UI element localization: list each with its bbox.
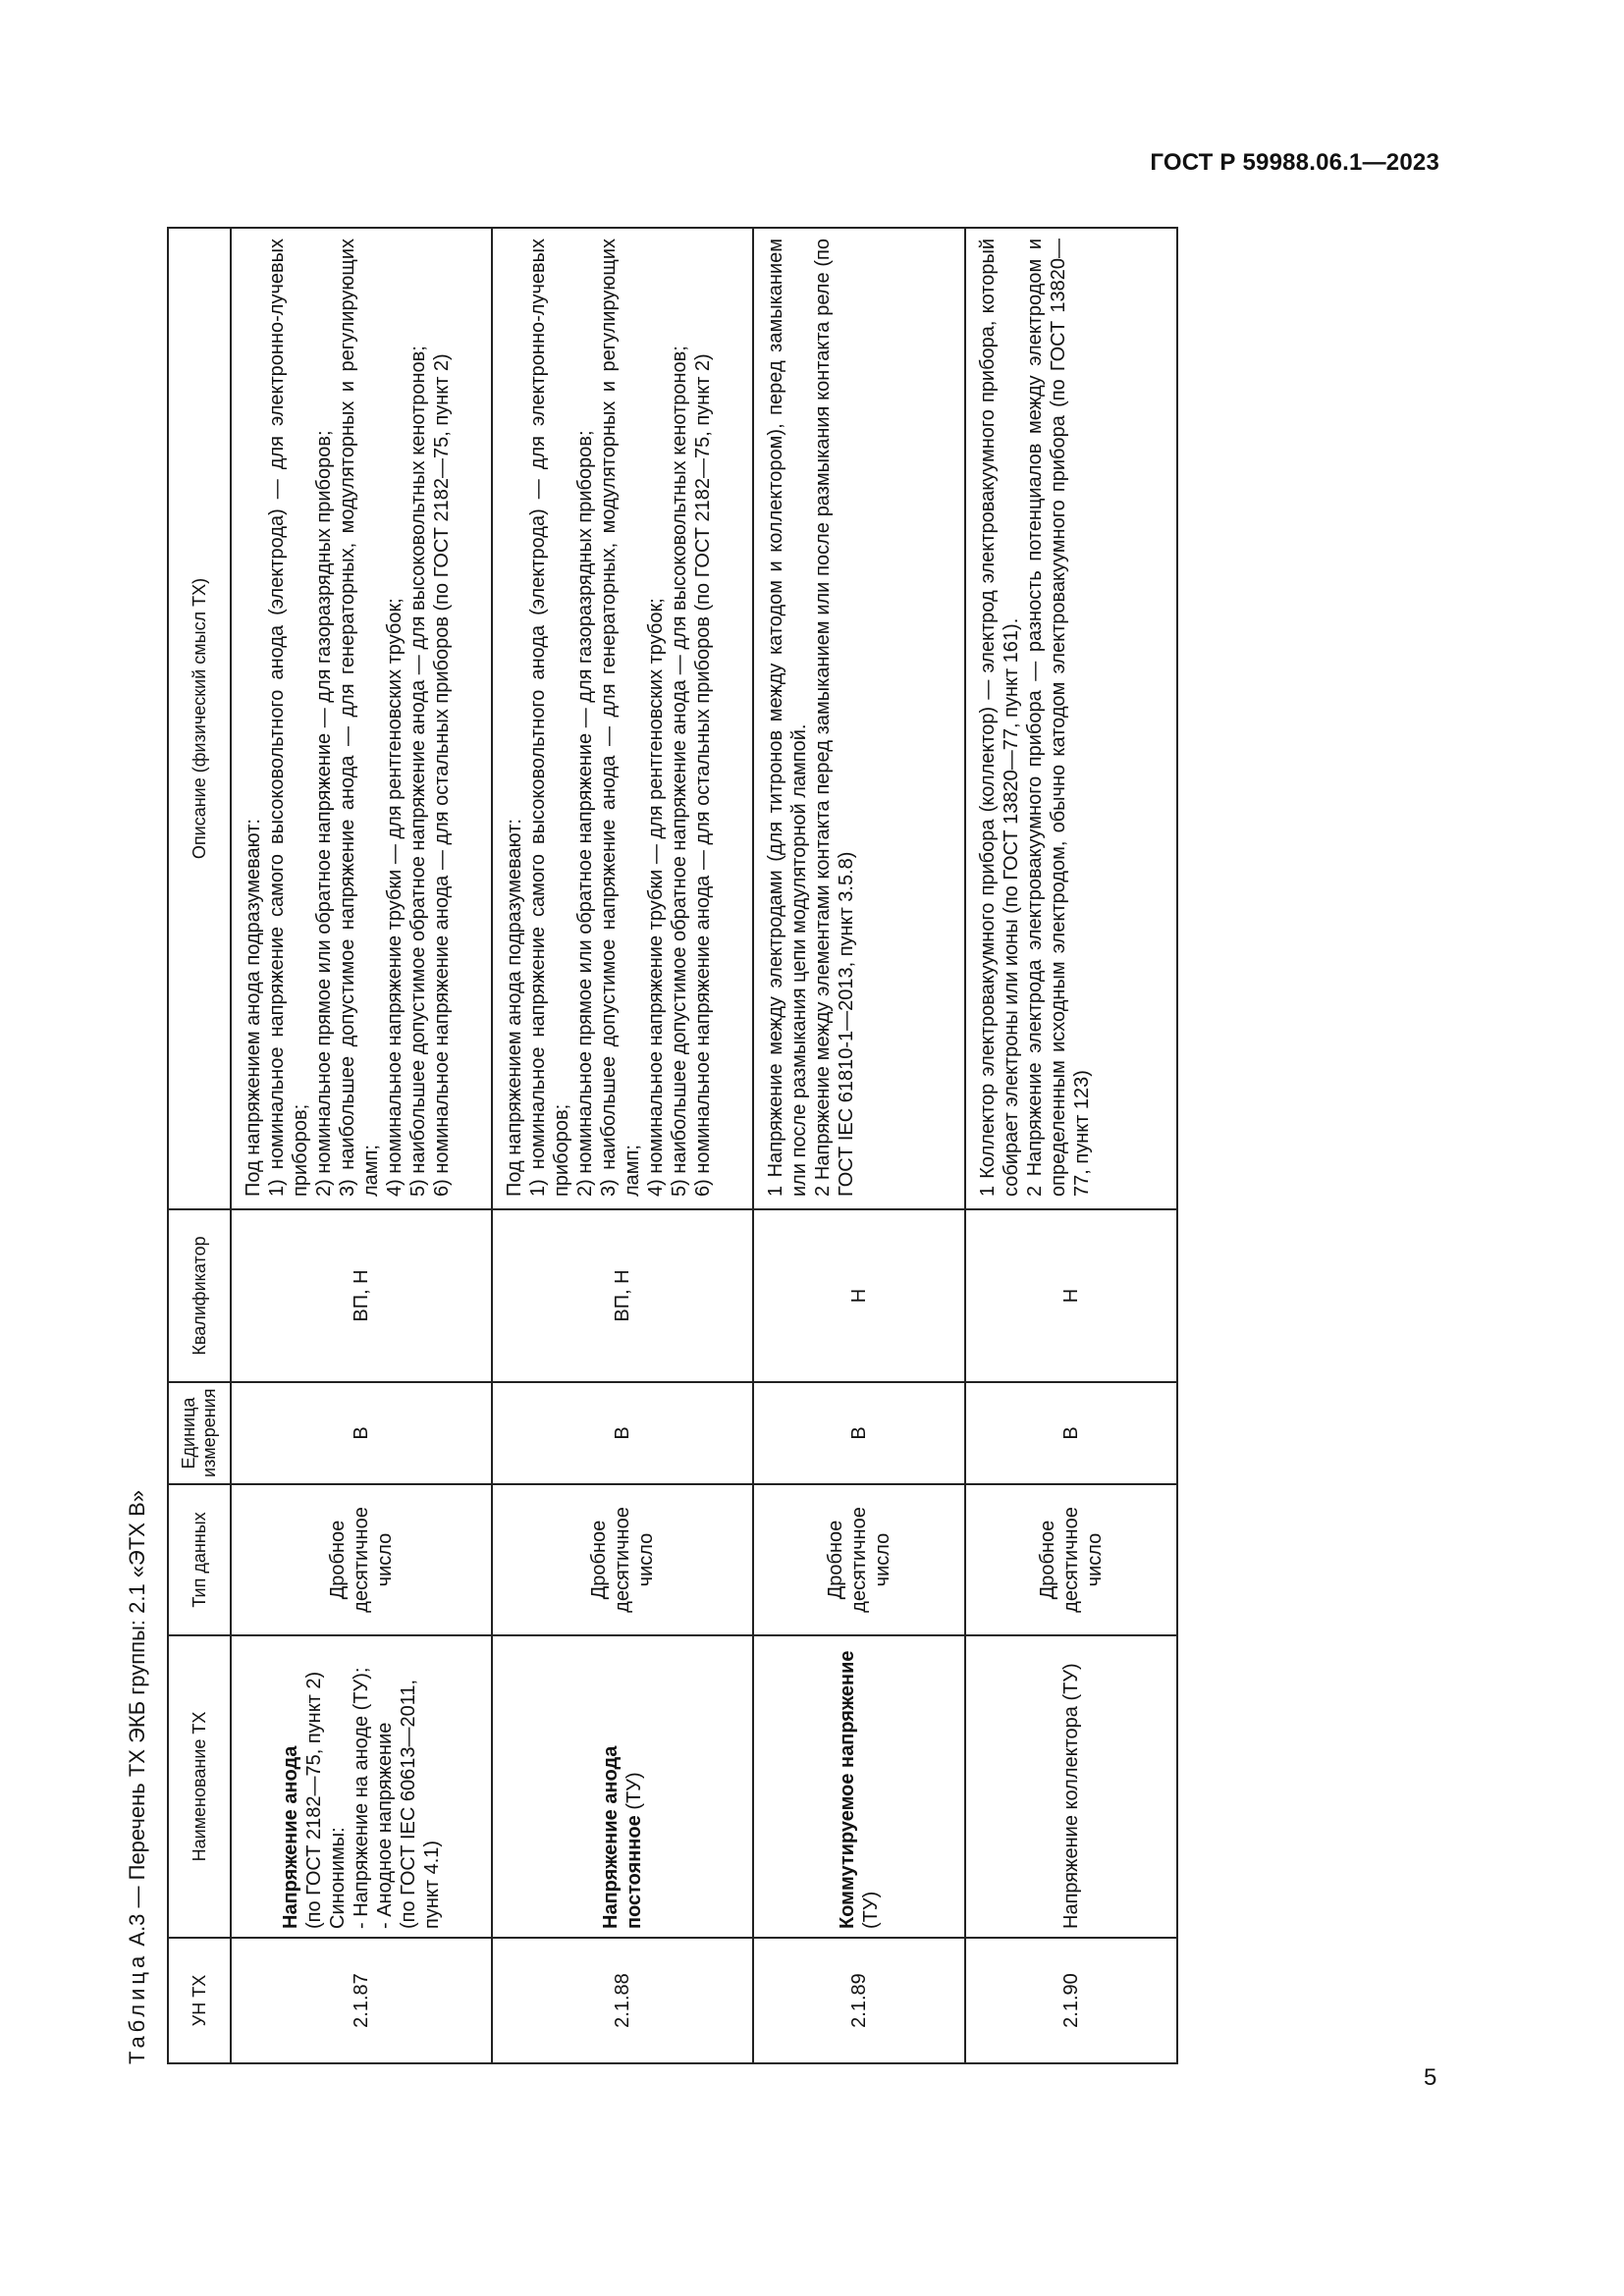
- name-line: - Анодное напряжение: [374, 1722, 396, 1929]
- cell-type: Дробное десятичное число: [753, 1484, 965, 1635]
- cell-unit: В: [965, 1382, 1177, 1484]
- desc-line: 5) наибольшее допустимое обратное напряжение анода — для высоковольтных кенотронов;: [669, 346, 690, 1197]
- desc-line: 2) номинальное прямое или обратное напряжение — для газоразрядных приборов;: [313, 430, 335, 1197]
- cell-description: [231, 228, 492, 1209]
- caption-label: Таблица: [125, 1951, 149, 2064]
- col-header-description: Описание (физический смысл ТХ): [168, 228, 231, 1209]
- desc-line: 3) наибольшее допустимое напряжение анода — для генераторных, модуляторных и регулирующих ламп;: [598, 239, 643, 1197]
- cell-type: Дробное десятичное число: [492, 1484, 753, 1635]
- cell-description: [965, 228, 1177, 1209]
- page-number: 5: [1424, 2064, 1437, 2091]
- cell-name: Напряжение коллектора (ТУ): [965, 1635, 1177, 1938]
- cell-unit: В: [231, 1382, 492, 1484]
- cell-type: Дробное десятичное число: [231, 1484, 492, 1635]
- cell-code: 2.1.87: [231, 1938, 492, 2063]
- standard-header: ГОСТ Р 59988.06.1—2023: [1150, 149, 1439, 176]
- desc-line: 1 Напряжение между электродами (для титронов между катодом и коллектором), перед замыканием или после размыкания цепи модуляторной лампой.: [765, 239, 810, 1197]
- name-bold: Коммутируемое напряжение: [837, 1650, 858, 1929]
- desc-line: 5) наибольшее допустимое обратное напряжение анода — для высоковольтных кенотронов;: [407, 346, 429, 1197]
- name-suffix: (ТУ): [860, 1891, 882, 1929]
- table-row: [231, 228, 492, 2063]
- desc-line: 4) номинальное напряжение трубки — для рентгеновских трубок;: [384, 598, 406, 1197]
- cell-qualifier: Н: [965, 1209, 1177, 1382]
- desc-line: 4) номинальное напряжение трубки — для рентгеновских трубок;: [645, 598, 667, 1197]
- name-bold: Напряжение анода: [280, 1745, 301, 1929]
- name-line: - Напряжение на аноде (ТУ);: [351, 1667, 372, 1929]
- col-header-type: Тип данных: [168, 1484, 231, 1635]
- cell-name: [492, 1635, 753, 1938]
- cell-description: [753, 228, 965, 1209]
- desc-line: Под напряжением анода подразумевают:: [243, 819, 264, 1197]
- cell-code: 2.1.89: [753, 1938, 965, 2063]
- name-suffix: (ТУ): [623, 1772, 645, 1816]
- name-line: пункт 4.1): [421, 1840, 443, 1929]
- col-header-name: Наименование ТХ: [168, 1635, 231, 1938]
- desc-line: 2) номинальное прямое или обратное напряжение — для газоразрядных приборов;: [574, 430, 596, 1197]
- name-line: Синонимы:: [327, 1827, 349, 1929]
- name-line: (по ГОСТ IEC 60613—2011,: [398, 1679, 419, 1929]
- cell-code: 2.1.90: [965, 1938, 1177, 2063]
- rotated-table-block: [108, 229, 1414, 2064]
- cell-qualifier: Н: [753, 1209, 965, 1382]
- desc-line: 2 Напряжение между элементами контакта перед замыканием или после размыкания контакта реле (по ГОСТ IEC 61810-1—2013, пункт 3.5.8): [812, 239, 857, 1197]
- name-line: (по ГОСТ 2182—75, пункт 2): [303, 1671, 325, 1929]
- col-header-qualifier: Квалификатор: [168, 1209, 231, 1382]
- cell-description: [492, 228, 753, 1209]
- cell-unit: В: [753, 1382, 965, 1484]
- table-row: [965, 228, 1177, 2063]
- desc-line: 6) номинальное напряжение анода — для остальных приборов (по ГОСТ 2182—75, пункт 2): [692, 353, 714, 1197]
- desc-line: 6) номинальное напряжение анода — для остальных приборов (по ГОСТ 2182—75, пункт 2): [431, 353, 453, 1197]
- caption-text: А.3 — Перечень ТХ ЭКБ группы: 2.1 «ЭТХ В»: [125, 1489, 149, 1947]
- cell-name: [753, 1635, 965, 1938]
- desc-line: 1 Коллектор электровакуумного прибора (коллектор) — электрод электровакуумного прибора, который собирает электроны или ионы (по ГОСТ 13820—77, пункт 161).: [977, 239, 1022, 1197]
- table-row: [753, 228, 965, 2063]
- cell-code: 2.1.88: [492, 1938, 753, 2063]
- table-row: [492, 228, 753, 2063]
- characteristics-table: [167, 227, 1178, 2064]
- name-bold: Напряжение анода постоянное: [600, 1745, 645, 1929]
- desc-line: 3) наибольшее допустимое напряжение анода — для генераторных, модуляторных и регулирующих ламп;: [337, 239, 382, 1197]
- desc-line: Под напряжением анода подразумевают:: [504, 819, 525, 1197]
- cell-unit: В: [492, 1382, 753, 1484]
- col-header-code: УН ТХ: [168, 1938, 231, 2063]
- desc-line: 2 Напряжение электрода электровакуумного прибора — разность потенциалов между электродом и определенным исходным электродом, обычно катодом электровакуумного прибора (по ГОСТ 13820—77, пункт 123): [1024, 239, 1093, 1197]
- table-caption: [108, 1490, 167, 2064]
- table-header-row: [168, 228, 231, 2063]
- cell-name: [231, 1635, 492, 1938]
- cell-qualifier: ВП, Н: [492, 1209, 753, 1382]
- desc-line: 1) номинальное напряжение самого высоковольтного анода (электрода) — для электронно-лучевых приборов;: [266, 239, 311, 1197]
- col-header-unit: Единица измерения: [168, 1382, 231, 1484]
- desc-line: 1) номинальное напряжение самого высоковольтного анода (электрода) — для электронно-лучевых приборов;: [527, 239, 572, 1197]
- cell-type: Дробное десятичное число: [965, 1484, 1177, 1635]
- cell-qualifier: ВП, Н: [231, 1209, 492, 1382]
